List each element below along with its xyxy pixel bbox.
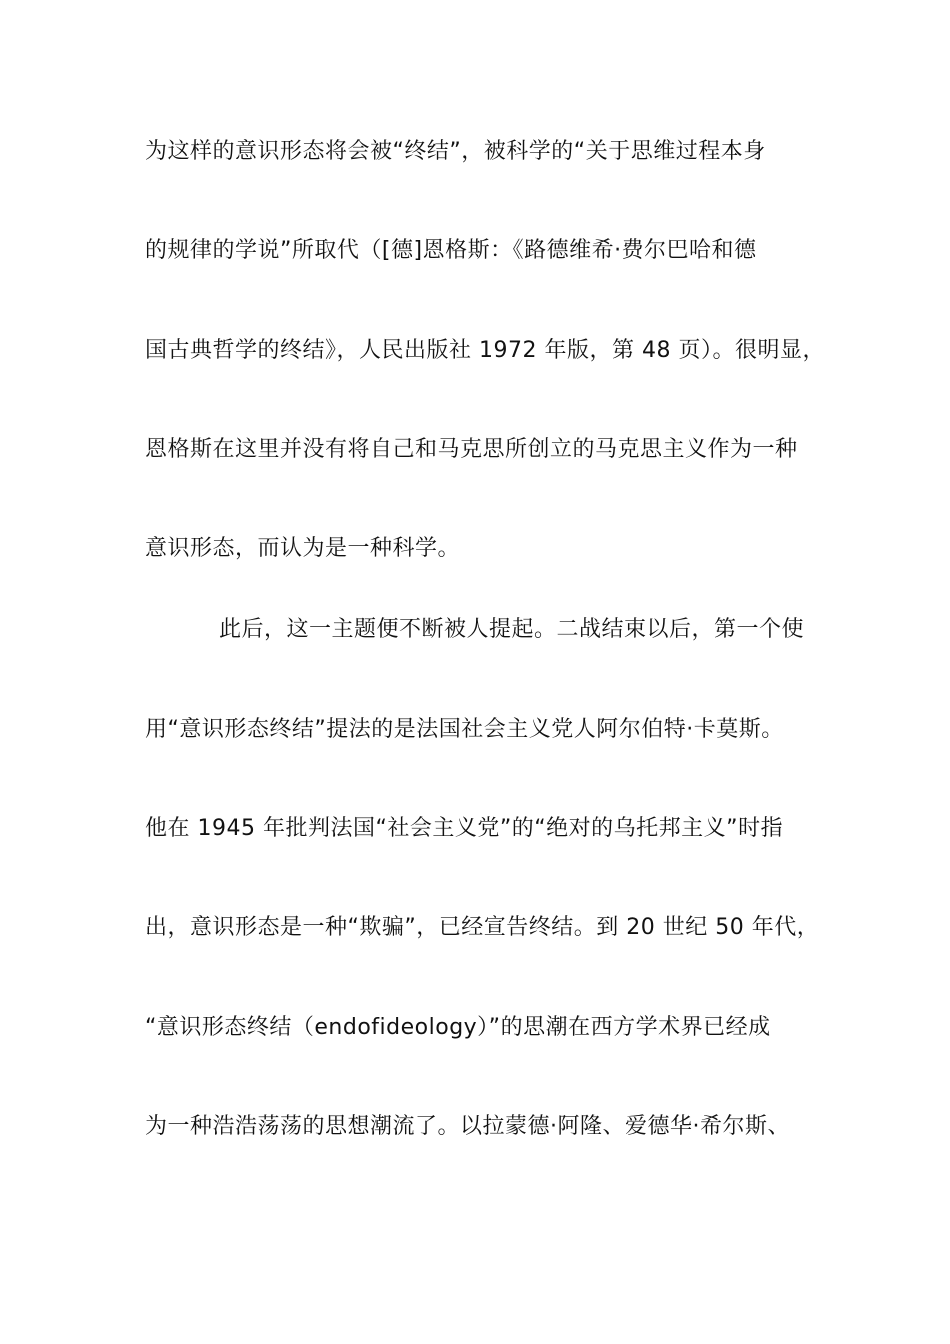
text-line: “意识形态终结（endofideology）”的思潮在西方学术界已经成 bbox=[145, 1015, 771, 1040]
text-line: 为一种浩浩荡荡的思想潮流了。以拉蒙德·阿隆、爱德华·希尔斯、 bbox=[145, 1114, 790, 1139]
text-line: 国古典哲学的终结》，人民出版社 1972 年版，第 48 页）。很明显， bbox=[145, 338, 825, 363]
text-line: 的规律的学说”所取代（[德]恩格斯：《路德维希·费尔巴哈和德 bbox=[145, 238, 757, 263]
text-line: 出，意识形态是一种“欺骗”，已经宣告终结。到 20 世纪 50 年代， bbox=[145, 915, 820, 940]
paragraph-start-line: 此后，这一主题便不断被人提起。二战结束以后，第一个使 bbox=[219, 617, 805, 642]
text-line: 他在 1945 年批判法国“社会主义党”的“绝对的乌托邦主义”时指 bbox=[145, 816, 784, 841]
text-line: 恩格斯在这里并没有将自己和马克思所创立的马克思主义作为一种 bbox=[145, 437, 798, 462]
text-line: 意识形态，而认为是一种科学。 bbox=[145, 536, 461, 561]
text-line: 用“意识形态终结”提法的是法国社会主义党人阿尔伯特·卡莫斯。 bbox=[145, 717, 784, 742]
text-line: 为这样的意识形态将会被“终结”，被科学的“关于思维过程本身 bbox=[145, 139, 766, 164]
